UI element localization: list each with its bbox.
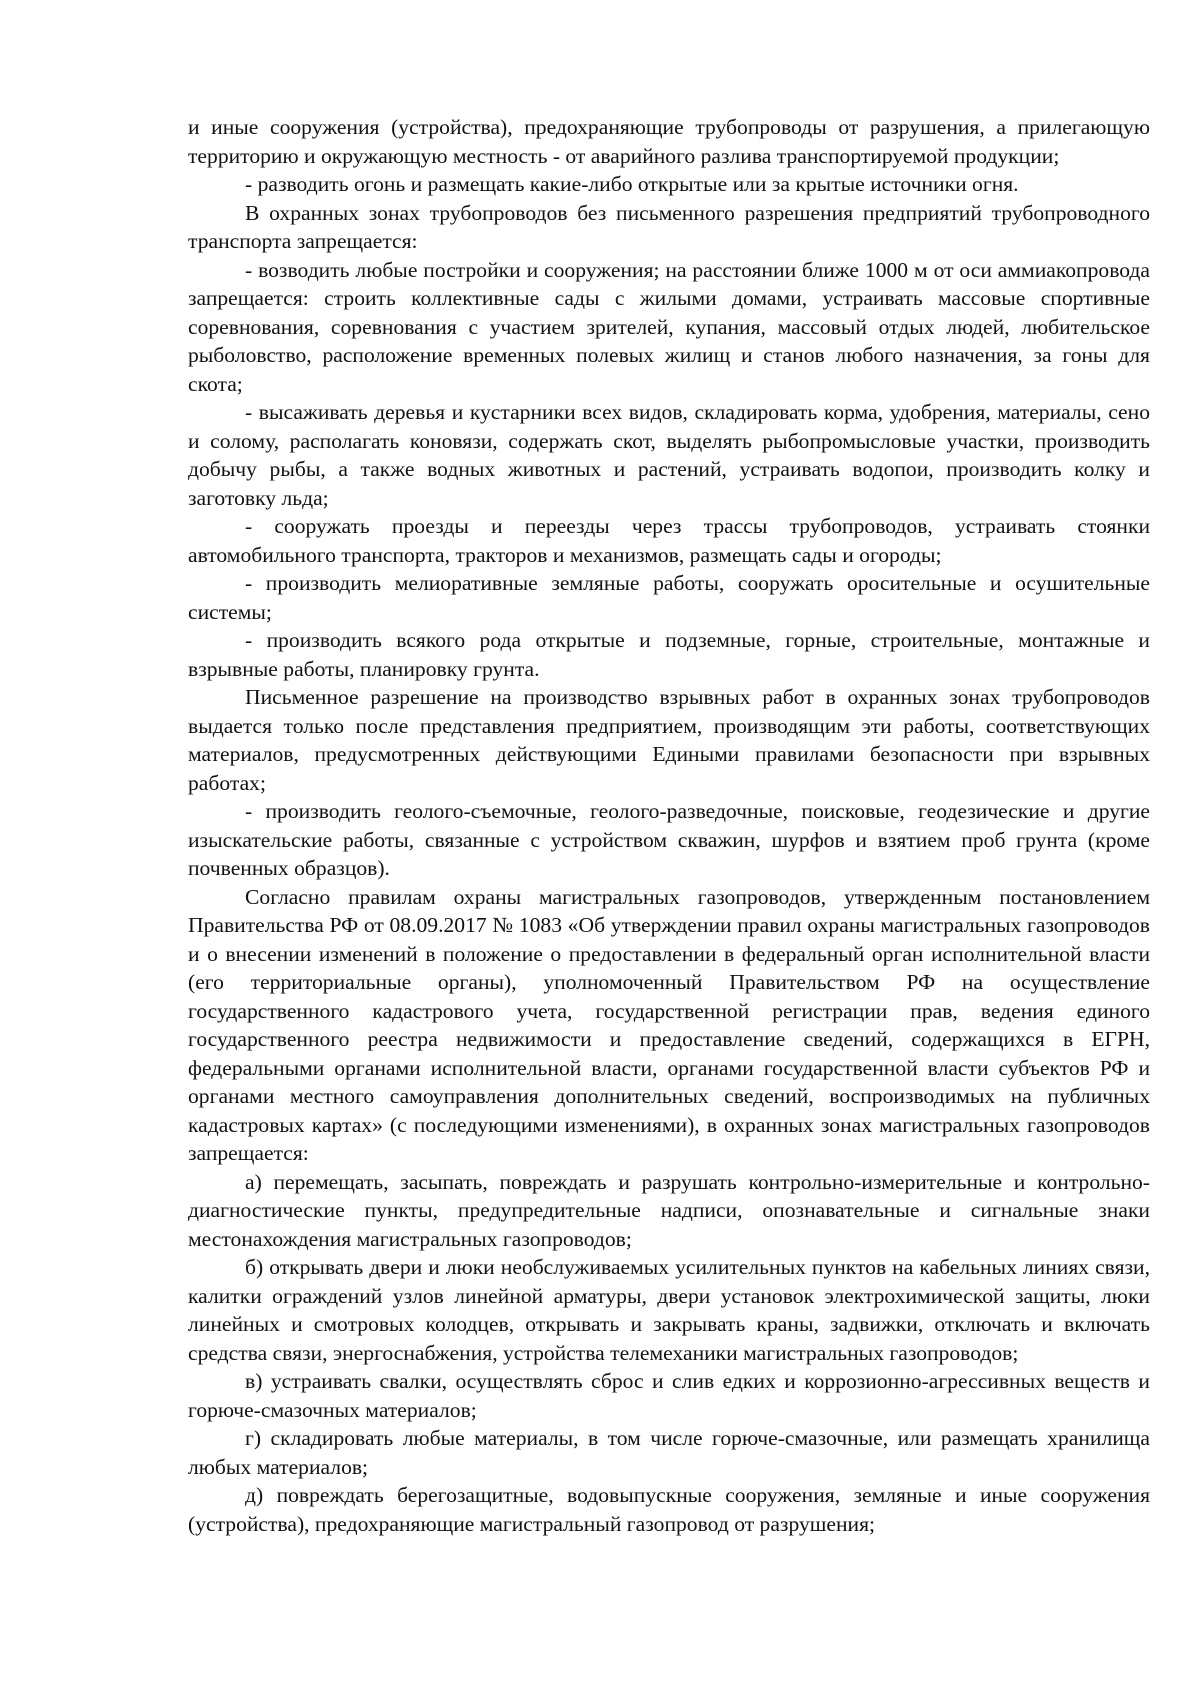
paragraph-continuation: и иные сооружения (устройства), предохраняющие трубопроводы от разрушения, а прилегающую территорию и окружающую местность - от аварийного разлива транспортируемой продукции; [188,115,1150,168]
paragraph-pipeline-zones-intro: В охранных зонах трубопроводов без письменного разрешения предприятий трубопроводного транспорта запрещается: [188,200,1150,253]
paragraph-item-d: д) повреждать берегозащитные, водовыпускные сооружения, земляные и иные сооружения (устройства), предохраняющие магистральный газопровод от разрушения; [188,1483,1150,1536]
paragraph-survey-ban: - производить геолого-съемочные, геолого-разведочные, поисковые, геодезические и другие изыскательские работы, связанные с устройством скважин, шурфов и взятием проб грунта (кроме почвенных образцов). [188,799,1150,880]
paragraph-blasting-permit: Письменное разрешение на производство взрывных работ в охранных зонах трубопроводов выдается только после представления предприятием, производящим эти работы, соответствующих материалов, предусмотренных действующими Едиными правилами безопасности при взрывных работах; [188,685,1150,795]
paragraph-melioration-ban: - производить мелиоративные земляные работы, сооружать оросительные и осушительные системы; [188,571,1150,624]
document-page [188,113,1150,1538]
paragraph-buildings-ban: - возводить любые постройки и сооружения; на расстоянии ближе 1000 м от оси аммиакопровода запрещается: строить коллективные сады с жилыми домами, устраивать массовые спортивные соревнования, соревнования с участием зрителей, купания, массовый отдых людей, любительское рыболовство, расположение временных полевых жилищ и станов любого назначения, за гоны для скота; [188,257,1150,396]
paragraph-works-ban: - производить всякого рода открытые и подземные, горные, строительные, монтажные и взрывные работы, планировку грунта. [188,628,1150,681]
paragraph-item-b: б) открывать двери и люки необслуживаемых усилительных пунктов на кабельных линиях связи, калитки ограждений узлов линейной арматуры, двери установок электрохимической защиты, люки линейных и смотровых колодцев, открывать и закрывать краны, задвижки, отключать и включать средства связи, энергоснабжения, устройства телемеханики магистральных газопроводов; [188,1255,1150,1365]
paragraph-plants-ban: - высаживать деревья и кустарники всех видов, складировать корма, удобрения, материалы, сено и солому, располагать коновязи, содержать скот, выделять рыбопромысловые участки, производить добычу рыбы, а также водных животных и растений, устраивать водопои, производить колку и заготовку льда; [188,400,1150,510]
paragraph-gas-rules-intro: Согласно правилам охраны магистральных газопроводов, утвержденным постановлением Правительства РФ от 08.09.2017 № 1083 «Об утверждении правил охраны магистральных газопроводов и о внесении изменений в положение о предоставлении в федеральный орган исполнительной власти (его территориальные органы), уполномоченный Правительством РФ на осуществление государственного кадастрового учета, государственной регистрации прав, ведения единого государственного реестра недвижимости и предоставление сведений, содержащихся в ЕГРН, федеральными органами исполнительной власти, органами государственной власти субъектов РФ и органами местного самоуправления дополнительных сведений, воспроизводимых на публичных кадастровых картах» (с последующими изменениями), в охранных зонах магистральных газопроводов запрещается: [188,884,1150,1165]
paragraph-item-a: а) перемещать, засыпать, повреждать и разрушать контрольно-измерительные и контрольно-диагностические пункты, предупредительные надписи, опознавательные и сигнальные знаки местонахождения магистральных газопроводов; [188,1169,1150,1251]
paragraph-crossings-ban: - сооружать проезды и переезды через трассы трубопроводов, устраивать стоянки автомобильного транспорта, тракторов и механизмов, размещать сады и огороды; [188,514,1150,567]
paragraph-item-g: г) складировать любые материалы, в том числе горюче-смазочные, или размещать хранилища любых материалов; [188,1426,1150,1479]
paragraph-fire-ban: - разводить огонь и размещать какие-либо открытые или за крытые источники огня. [245,172,1019,196]
paragraph-item-v: в) устраивать свалки, осуществлять сброс и слив едких и коррозионно-агрессивных веществ и горюче-смазочных материалов; [188,1369,1150,1422]
